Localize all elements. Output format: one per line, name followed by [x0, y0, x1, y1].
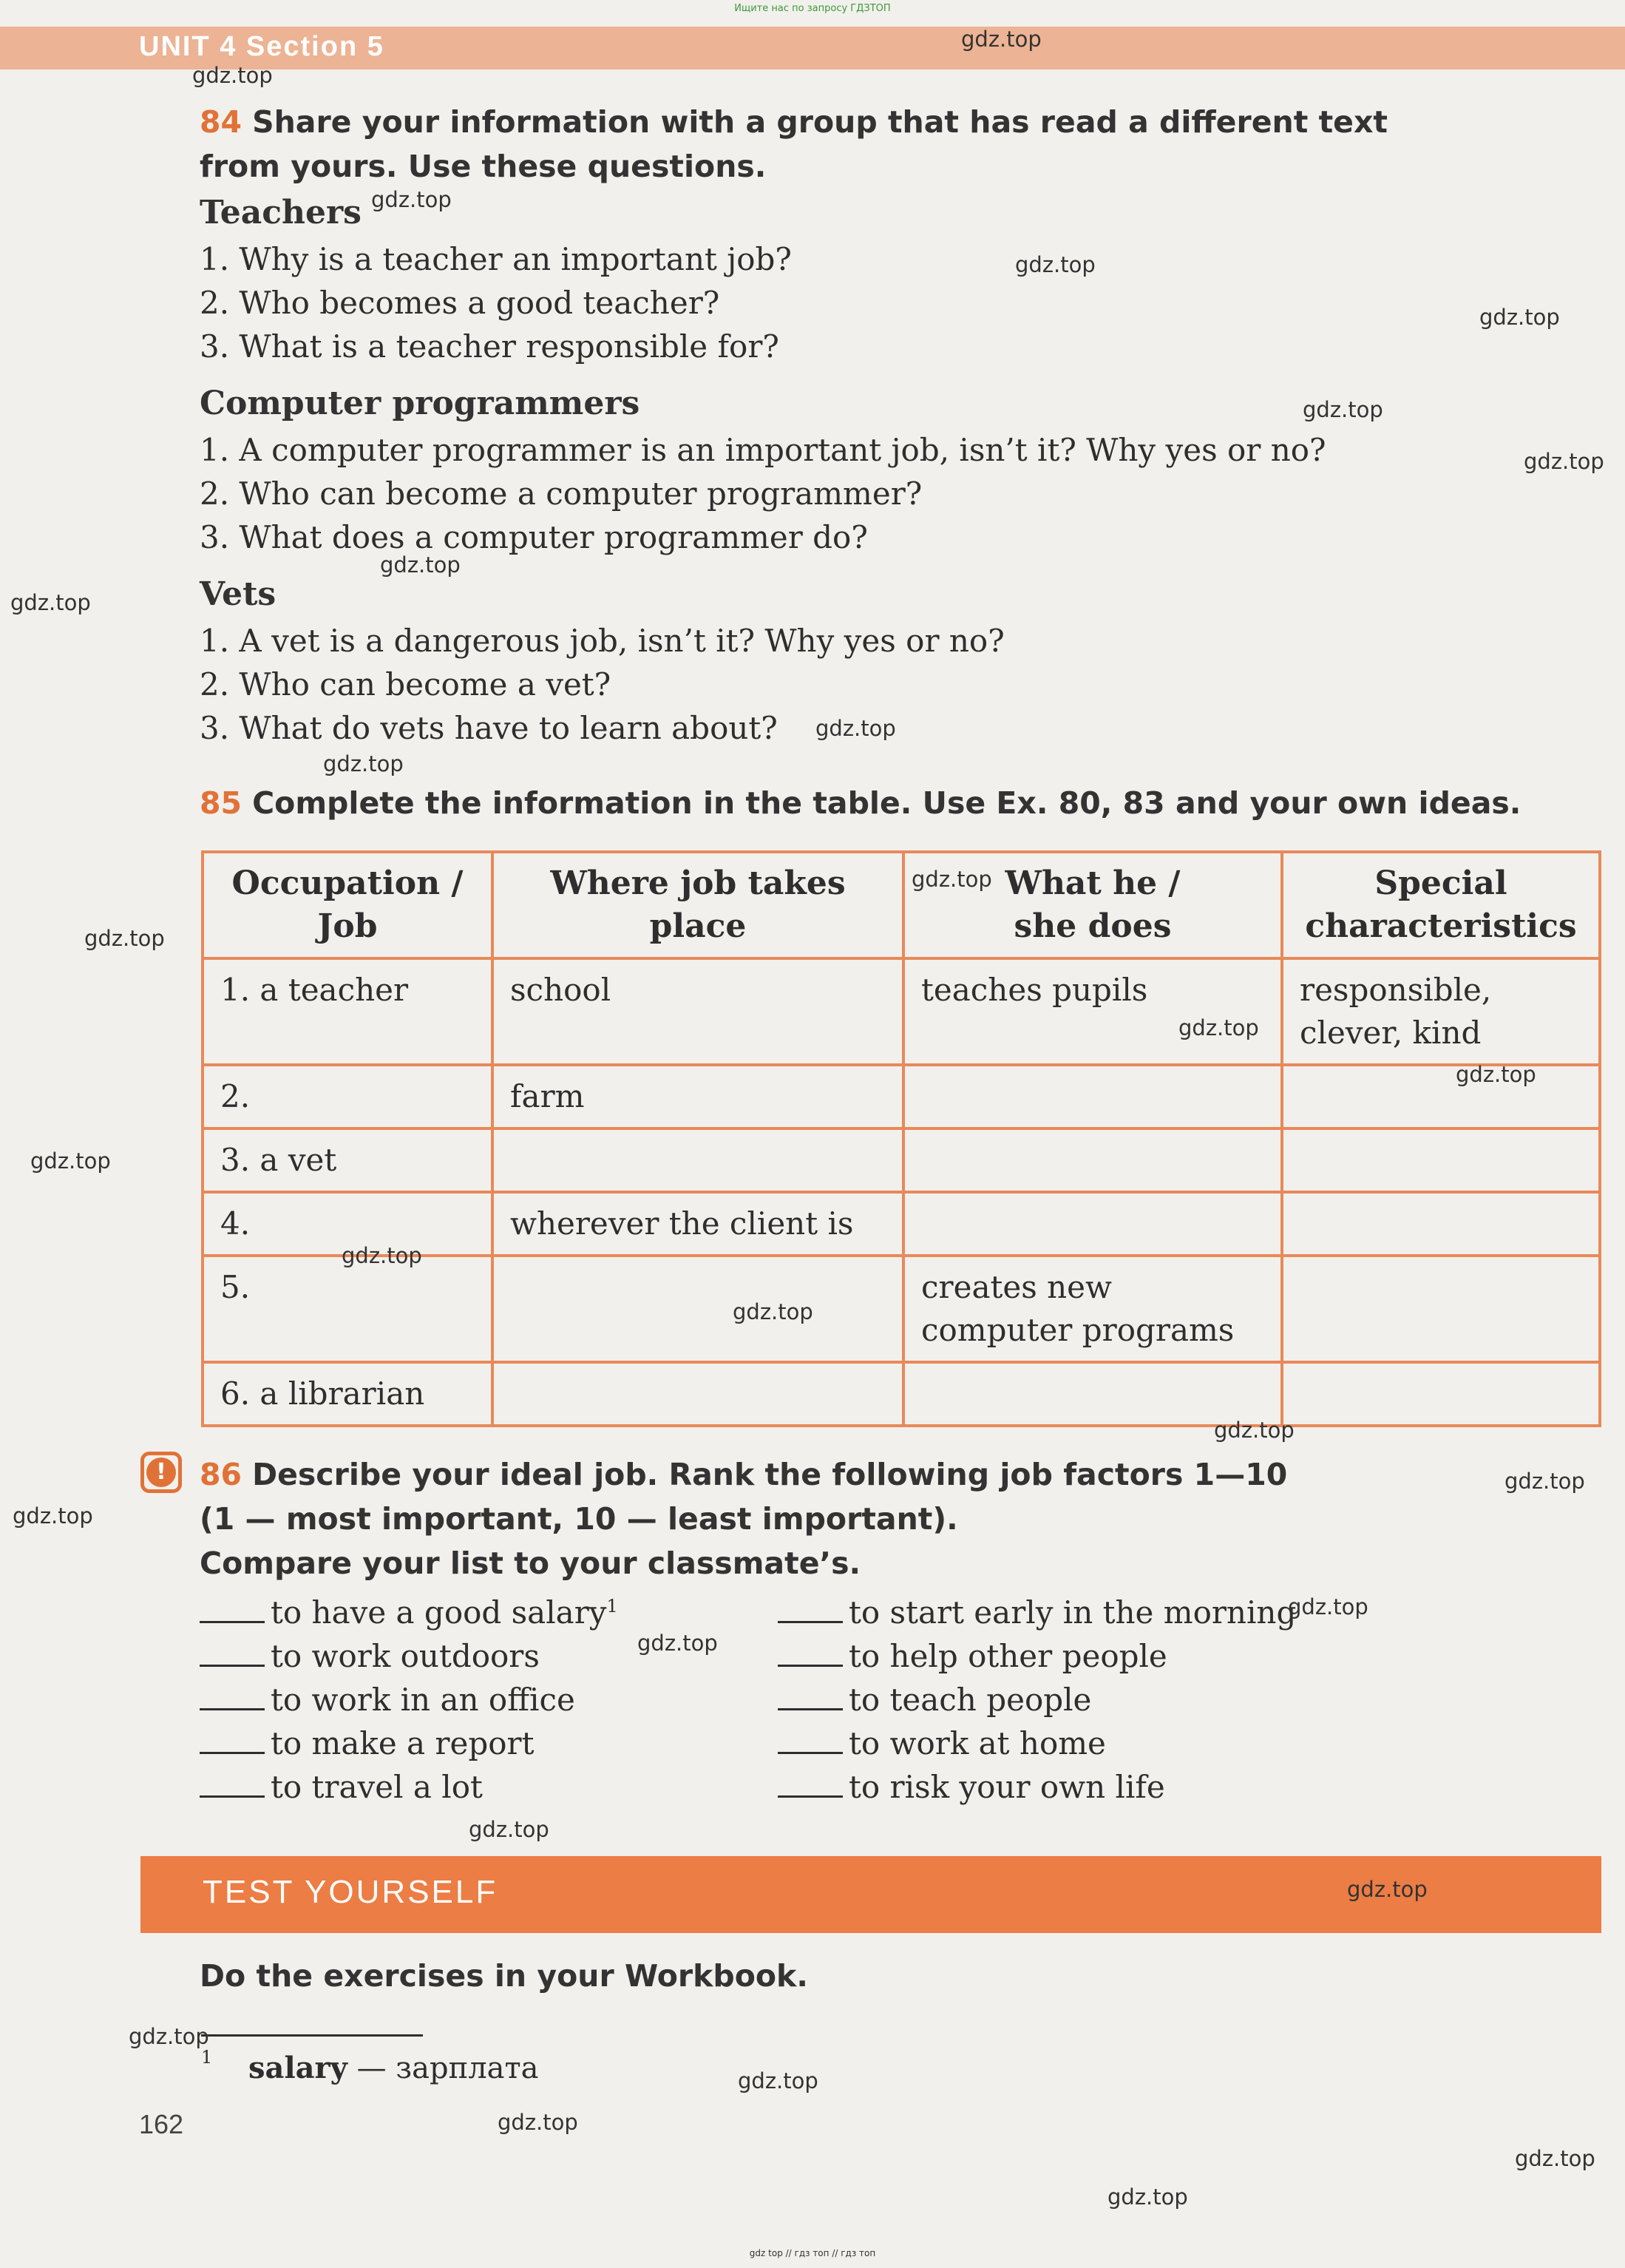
- watermark: gdz.top: [1347, 1877, 1428, 1902]
- watermark: gdz.top: [371, 187, 452, 212]
- watermark: gdz.top: [1015, 252, 1096, 277]
- teachers-question-3: 3. What is a teacher responsible for?: [200, 328, 779, 365]
- watermark: gdz.top: [1515, 2146, 1595, 2171]
- cell-does: teaches pupils: [903, 958, 1282, 1065]
- cell-does[interactable]: [903, 1065, 1282, 1128]
- top-note: Ищите нас по запросу ГДЗТОП: [734, 3, 891, 14]
- vets-question-3: 3. What do vets have to learn about?: [200, 710, 778, 746]
- ex84-heading: [200, 100, 1590, 189]
- watermark: gdz.top: [1479, 305, 1560, 330]
- watermark: gdz.top: [84, 926, 165, 951]
- table-row: [203, 1256, 1600, 1362]
- factor-left-3: to work in an office: [200, 1682, 575, 1718]
- watermark: gdz.top: [1303, 397, 1383, 422]
- ex85-heading: [200, 781, 1604, 825]
- watermark: gdz.top: [129, 2024, 209, 2049]
- cell-job: 6. a librarian: [203, 1362, 492, 1426]
- cell-characteristics[interactable]: [1282, 1128, 1600, 1192]
- watermark: gdz.top: [738, 2068, 818, 2093]
- table-row: [203, 1128, 1600, 1192]
- ex84-number: 84: [200, 104, 242, 140]
- cell-does[interactable]: [903, 1192, 1282, 1256]
- vets-heading: Vets: [200, 575, 277, 613]
- cell-characteristics[interactable]: [1282, 1192, 1600, 1256]
- bottom-note: gdz top // гдз топ // гдз топ: [749, 2248, 876, 2258]
- cell-characteristics[interactable]: [1282, 1065, 1600, 1128]
- cell-place: farm: [492, 1065, 903, 1128]
- cell-does: creates new computer programs: [903, 1256, 1282, 1362]
- cell-place[interactable]: [492, 1362, 903, 1426]
- footnote-mark: 1: [201, 2047, 213, 2068]
- teachers-question-2: 2. Who becomes a good teacher?: [200, 285, 720, 321]
- watermark: gdz.top: [1524, 449, 1604, 474]
- watermark: gdz.top: [637, 1631, 718, 1656]
- rank-blank[interactable]: [778, 1773, 843, 1798]
- page-number: 162: [139, 2109, 184, 2139]
- factor-left-1: to have a good salary$^1$: [200, 1594, 618, 1631]
- rank-blank[interactable]: [778, 1599, 843, 1623]
- ex86-heading: [200, 1452, 1590, 1585]
- ex84-instruction-line1: Share your information with a group that has read a different text: [252, 104, 1388, 140]
- watermark: gdz.top: [380, 552, 461, 578]
- ex86-instruction-line1: Describe your ideal job. Rank the following job factors 1—10: [252, 1457, 1288, 1492]
- cell-characteristics[interactable]: [1282, 1256, 1600, 1362]
- footnote-divider: [201, 2034, 423, 2037]
- watermark: gdz.top: [323, 751, 404, 776]
- programmers-question-1: 1. A computer programmer is an important job, isn’t it? Why yes or no?: [200, 432, 1326, 468]
- cell-place: school: [492, 958, 903, 1065]
- cell-does[interactable]: [903, 1362, 1282, 1426]
- watermark: gdz.top: [733, 1299, 813, 1324]
- table-row: [203, 1362, 1600, 1426]
- cell-job: 3. a vet: [203, 1128, 492, 1192]
- table-row: [203, 958, 1600, 1065]
- table-row: [203, 1065, 1600, 1128]
- cell-place[interactable]: [492, 1256, 903, 1362]
- rank-blank[interactable]: [200, 1686, 265, 1710]
- ex84-instruction-line2: from yours. Use these questions.: [200, 149, 767, 184]
- watermark: gdz.top: [1107, 2184, 1188, 2210]
- factor-left-2: to work outdoors: [200, 1638, 540, 1674]
- cell-job: 1. a teacher: [203, 958, 492, 1065]
- cell-job: 4.: [203, 1192, 492, 1256]
- rank-blank[interactable]: [778, 1686, 843, 1710]
- factor-left-4: to make a report: [200, 1725, 535, 1761]
- watermark: gdz.top: [10, 590, 91, 615]
- header-occupation: Occupation / Job: [203, 852, 492, 958]
- watermark: gdz.top: [1214, 1418, 1295, 1443]
- cell-job: 5.: [203, 1256, 492, 1362]
- cell-job: 2.: [203, 1065, 492, 1128]
- factor-right-4: to work at home: [778, 1725, 1106, 1761]
- watermark: gdz.top: [342, 1243, 422, 1268]
- header-what: What he / she does: [903, 852, 1282, 958]
- rank-blank[interactable]: [778, 1642, 843, 1667]
- cell-characteristics: responsible, clever, kind: [1282, 958, 1600, 1065]
- watermark: gdz.top: [469, 1817, 549, 1842]
- watermark: gdz.top: [1178, 1015, 1259, 1040]
- rank-blank[interactable]: [200, 1773, 265, 1798]
- rank-blank[interactable]: [778, 1730, 843, 1754]
- ex85-instruction: Complete the information in the table. Use Ex. 80, 83 and your own ideas.: [252, 785, 1521, 821]
- factor-right-5: to risk your own life: [778, 1769, 1165, 1805]
- watermark: gdz.top: [1504, 1469, 1585, 1494]
- attention-icon: !: [140, 1452, 182, 1493]
- occupation-table: [201, 850, 1601, 1427]
- programmers-heading: Computer programmers: [200, 385, 640, 422]
- footnote-text: salary — зарплата: [248, 2051, 539, 2085]
- watermark: gdz.top: [1456, 1062, 1536, 1087]
- test-yourself-text: Do the exercises in your Workbook.: [200, 1958, 808, 1994]
- ex86-number: 86: [200, 1457, 242, 1492]
- header-characteristics: Special characteristics: [1282, 852, 1600, 958]
- rank-blank[interactable]: [200, 1730, 265, 1754]
- factor-left-5: to travel a lot: [200, 1769, 483, 1805]
- ex86-instruction-line3: Compare your list to your classmate’s.: [200, 1546, 861, 1581]
- cell-place: wherever the client is: [492, 1192, 903, 1256]
- factor-right-3: to teach people: [778, 1682, 1091, 1718]
- watermark: gdz.top: [815, 716, 896, 741]
- factor-right-1: to start early in the morning: [778, 1594, 1296, 1631]
- watermark: gdz.top: [912, 867, 992, 892]
- vets-question-1: 1. A vet is a dangerous job, isn’t it? Why yes or no?: [200, 623, 1005, 659]
- watermark: gdz.top: [13, 1503, 93, 1529]
- table-header-row: [203, 852, 1600, 958]
- cell-characteristics[interactable]: [1282, 1362, 1600, 1426]
- cell-does[interactable]: [903, 1128, 1282, 1192]
- cell-place[interactable]: [492, 1128, 903, 1192]
- ex85-number: 85: [200, 785, 242, 821]
- programmers-question-2: 2. Who can become a computer programmer?: [200, 475, 923, 512]
- unit-label: UNIT 4 Section 5: [139, 31, 384, 62]
- watermark: gdz.top: [192, 63, 273, 88]
- factor-right-2: to help other people: [778, 1638, 1167, 1674]
- ex86-instruction-line2: (1 — most important, 10 — least important).: [200, 1501, 958, 1537]
- test-yourself-label: TEST YOURSELF: [203, 1874, 498, 1910]
- teachers-question-1: 1. Why is a teacher an important job?: [200, 241, 792, 277]
- programmers-question-3: 3. What does a computer programmer do?: [200, 519, 868, 555]
- rank-blank[interactable]: [200, 1642, 265, 1667]
- watermark: gdz.top: [498, 2110, 578, 2135]
- rank-blank[interactable]: [200, 1599, 265, 1623]
- header-where: Where job takes place: [492, 852, 903, 958]
- teachers-heading: Teachers: [200, 194, 362, 231]
- watermark: gdz.top: [961, 27, 1042, 52]
- watermark: gdz.top: [1288, 1594, 1368, 1619]
- watermark: gdz.top: [30, 1148, 111, 1174]
- vets-question-2: 2. Who can become a vet?: [200, 666, 611, 703]
